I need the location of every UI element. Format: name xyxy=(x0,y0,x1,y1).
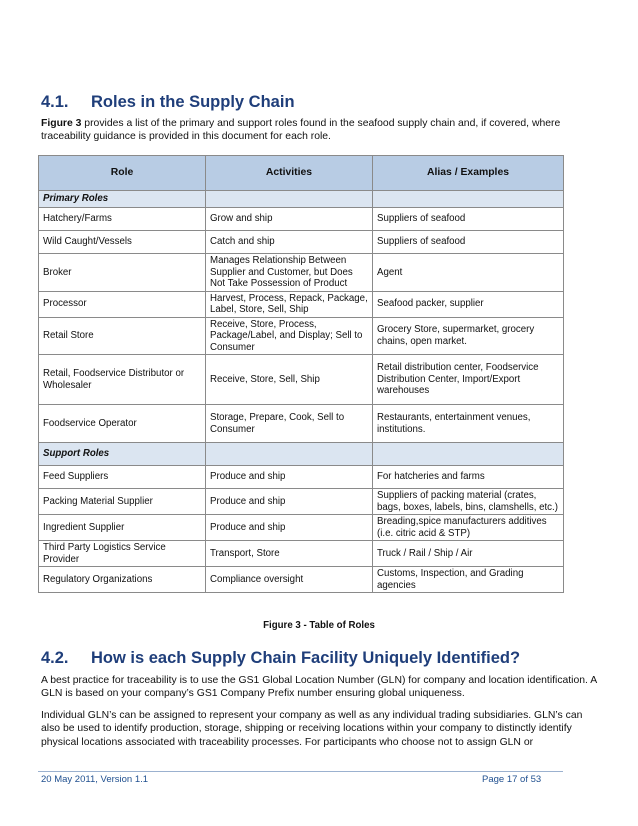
alias-cell: Suppliers of seafood xyxy=(373,208,564,231)
activities-cell: Manages Relationship Between Supplier and Customer, but Does Not Take Possession of Product xyxy=(206,254,373,292)
alias-cell: Agent xyxy=(373,254,564,292)
table-row xyxy=(39,567,564,593)
alias-cell: Customs, Inspection, and Grading agencies xyxy=(373,567,564,593)
activities-cell: Produce and ship xyxy=(206,515,373,541)
table-row xyxy=(39,541,564,567)
figure-caption: Figure 3 - Table of Roles xyxy=(263,620,375,631)
section-number: 4.2. xyxy=(41,649,69,667)
footer-divider xyxy=(38,771,563,772)
table-row xyxy=(39,355,564,405)
body-paragraph: A best practice for traceability is to use the GS1 Global Location Number (GLN) for company and location identification. A GLN is based on your company’s GS1 Company Prefix number ensuring global uniqueness. xyxy=(41,675,597,700)
alias-cell: Restaurants, entertainment venues, institutions. xyxy=(373,405,564,443)
table-header-row xyxy=(39,156,564,191)
footer-page-number: Page 17 of 53 xyxy=(482,774,542,785)
alias-cell: Seafood packer, supplier xyxy=(373,291,564,317)
alias-cell: For hatcheries and farms xyxy=(373,466,564,489)
table-row xyxy=(39,405,564,443)
activities-cell: Receive, Store, Process, Package/Label, and Display; Sell to Consumer xyxy=(206,317,373,355)
header-role: Role xyxy=(39,156,206,191)
role-cell: Hatchery/Farms xyxy=(39,208,206,231)
role-cell: Feed Suppliers xyxy=(39,466,206,489)
role-cell: Broker xyxy=(39,254,206,292)
activities-cell: Receive, Store, Sell, Ship xyxy=(206,355,373,405)
role-cell: Foodservice Operator xyxy=(39,405,206,443)
section-number: 4.1. xyxy=(41,93,69,111)
section-label: Support Roles xyxy=(39,443,206,466)
role-cell: Packing Material Supplier xyxy=(39,489,206,515)
activities-cell: Storage, Prepare, Cook, Sell to Consumer xyxy=(206,405,373,443)
table-row xyxy=(39,291,564,317)
alias-cell: Truck / Rail / Ship / Air xyxy=(373,541,564,567)
alias-cell: Breading,spice manufacturers additives (i.e. citric acid & STP) xyxy=(373,515,564,541)
role-cell: Wild Caught/Vessels xyxy=(39,231,206,254)
alias-cell: Grocery Store, supermarket, grocery chains, open market. xyxy=(373,317,564,355)
section-title: Roles in the Supply Chain xyxy=(91,93,295,111)
roles-table xyxy=(38,155,564,593)
table-row xyxy=(39,254,564,292)
activities-cell: Transport, Store xyxy=(206,541,373,567)
table-row xyxy=(39,208,564,231)
support-roles-section xyxy=(39,443,564,466)
role-cell: Third Party Logistics Service Provider xyxy=(39,541,206,567)
section-label: Primary Roles xyxy=(39,191,206,208)
intro-paragraph xyxy=(41,117,601,144)
activities-cell: Produce and ship xyxy=(206,466,373,489)
role-cell: Processor xyxy=(39,291,206,317)
intro-text: provides a list of the primary and support roles found in the seafood supply chain and, if covered, where traceability guidance is provided in this document for each role. xyxy=(41,118,561,143)
primary-roles-section xyxy=(39,191,564,208)
activities-cell: Harvest, Process, Repack, Package, Label, Store, Sell, Ship xyxy=(206,291,373,317)
figure-reference: Figure 3 xyxy=(41,118,82,129)
role-cell: Retail Store xyxy=(39,317,206,355)
role-cell: Regulatory Organizations xyxy=(39,567,206,593)
section-title: How is each Supply Chain Facility Uniquely Identified? xyxy=(91,649,521,667)
alias-cell: Retail distribution center, Foodservice Distribution Center, Import/Export warehouses xyxy=(373,355,564,405)
table-row xyxy=(39,317,564,355)
alias-cell: Suppliers of seafood xyxy=(373,231,564,254)
activities-cell: Produce and ship xyxy=(206,489,373,515)
table-row xyxy=(39,231,564,254)
role-cell: Ingredient Supplier xyxy=(39,515,206,541)
header-alias: Alias / Examples xyxy=(373,156,564,191)
section-heading-4-1 xyxy=(41,93,295,112)
table-row xyxy=(39,489,564,515)
alias-cell: Suppliers of packing material (crates, bags, boxes, labels, bins, clamshells, etc.) xyxy=(373,489,564,515)
activities-cell: Catch and ship xyxy=(206,231,373,254)
activities-cell: Grow and ship xyxy=(206,208,373,231)
role-cell: Retail, Foodservice Distributor or Wholesaler xyxy=(39,355,206,405)
header-activities: Activities xyxy=(206,156,373,191)
body-paragraph: Individual GLN’s can be assigned to represent your company as well as any individual trading subsidiaries. GLN’s can also be used to identify production, storage, shipping or receiving locations within your company to distinctly identify physical locations associated with traceability processes. For participants who choose not to assign GLN or xyxy=(41,710,583,748)
table-row xyxy=(39,466,564,489)
section-heading-4-2 xyxy=(41,649,520,668)
footer-date-version: 20 May 2011, Version 1.1 xyxy=(41,774,149,785)
table-row xyxy=(39,515,564,541)
activities-cell: Compliance oversight xyxy=(206,567,373,593)
